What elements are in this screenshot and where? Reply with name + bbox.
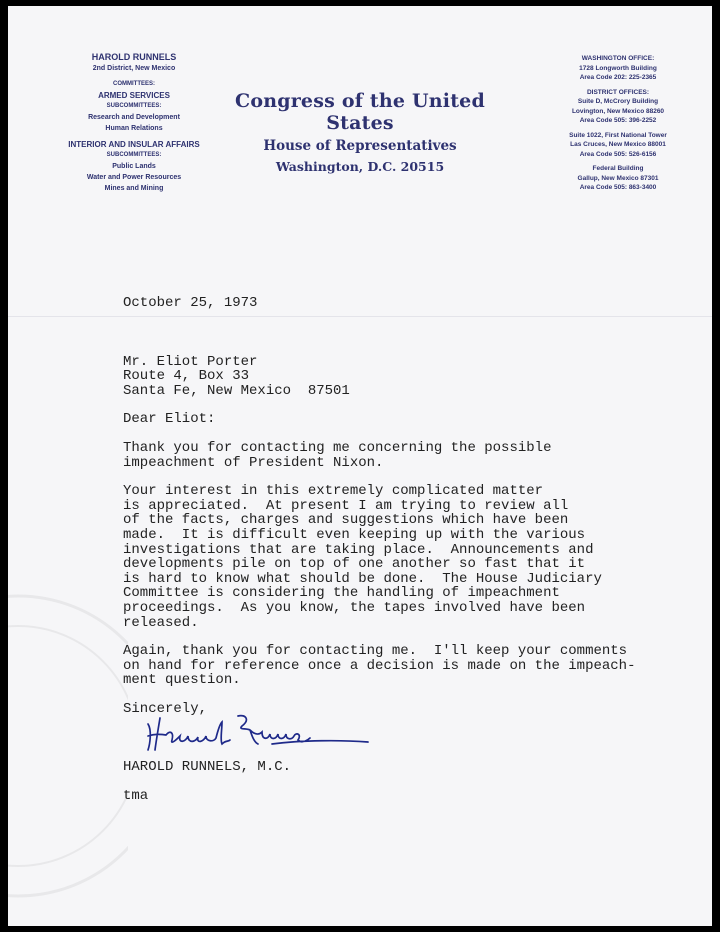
- paragraph-line: on hand for reference once a decision is made on the impeach-: [123, 657, 636, 674]
- letterhead-title: [218, 90, 502, 174]
- recipient-address: Route 4, Box 33: [123, 368, 250, 385]
- signer-name: HAROLD RUNNELS, M.C.: [123, 759, 292, 776]
- salutation: Dear Eliot:: [123, 411, 216, 428]
- paragraph-line: ment question.: [123, 672, 241, 689]
- office-label: DISTRICT OFFICES:: [586, 88, 650, 96]
- paragraph-line: is hard to know what should be done. The House Judiciary: [123, 570, 602, 587]
- closing: Sincerely,: [123, 700, 208, 717]
- paragraph-line: Thank you for contacting me concerning the possible: [123, 439, 552, 456]
- office-label: WASHINGTON OFFICE:: [581, 55, 655, 62]
- subcommittee: Research and Development: [88, 114, 180, 121]
- member-district: 2nd District, New Mexico: [92, 65, 176, 72]
- paragraph-line: Again, thank you for contacting me. I'll keep your comments: [123, 643, 628, 660]
- letter-page: [8, 6, 712, 926]
- paragraph-line: made. It is difficult even keeping up with the various: [123, 526, 586, 543]
- office-line: Area Code 505: 863-3400: [579, 184, 657, 191]
- congress-title: Congress of the United States: [235, 90, 485, 134]
- office-line: Lovington, New Mexico 88260: [571, 107, 665, 115]
- paragraph-line: of the facts, charges and suggestions which have been: [123, 512, 569, 529]
- recipient-city: Santa Fe, New Mexico 87501: [123, 382, 350, 399]
- office-line: Federal Building: [592, 165, 644, 172]
- office-line: Area Code 505: 396-2252: [579, 117, 657, 124]
- committees-label: COMMITTEES:: [113, 81, 155, 87]
- recipient-name: Mr. Eliot Porter: [123, 353, 258, 370]
- subcommittees-label: SUBCOMMITTEES:: [106, 103, 162, 109]
- paragraph-line: Committee is considering the handling of impeachment: [123, 585, 560, 602]
- office-line: Suite 1022, First National Tower: [569, 131, 667, 139]
- paragraph-line: released.: [123, 614, 199, 631]
- paragraph-line: developments pile on top of one another so fast that it: [123, 556, 586, 573]
- office-line: Area Code 505: 526-6156: [579, 150, 657, 158]
- typist-initials: tma: [123, 788, 149, 805]
- office-line: Gallup, New Mexico 87301: [577, 174, 659, 182]
- paragraph-line: impeachment of President Nixon.: [123, 454, 384, 471]
- committee-interior: INTERIOR AND INSULAR AFFAIRS: [68, 140, 200, 149]
- subcommittee: Public Lands: [112, 163, 156, 170]
- paragraph-line: is appreciated. At present I am trying to review all: [123, 497, 569, 514]
- paragraph-line: investigations that are taking place. Announcements and: [123, 541, 594, 558]
- watermark-seal-icon: [8, 586, 128, 906]
- subcommittee: Water and Power Resources: [86, 174, 182, 181]
- paragraph-line: Your interest in this extremely complicated matter: [123, 483, 544, 500]
- office-info: [528, 54, 708, 193]
- committee-armed-services: ARMED SERVICES: [98, 91, 170, 100]
- house-title: House of Representatives: [263, 138, 457, 154]
- office-line: 1728 Longworth Building: [579, 64, 657, 72]
- office-line: Area Code 202: 225-2365: [579, 74, 657, 81]
- paragraph-line: proceedings. As you know, the tapes involved have been: [123, 599, 586, 616]
- washington-address: Washington, D.C. 20515: [275, 159, 445, 174]
- subcommittee: Human Relations: [105, 125, 163, 132]
- handwritten-signature-icon: [142, 710, 374, 754]
- letter-date: October 25, 1973: [123, 295, 258, 311]
- office-line: Suite D, McCrory Building: [577, 98, 659, 105]
- office-line: Las Cruces, New Mexico 88001: [570, 141, 666, 148]
- subcommittee: Mines and Mining: [104, 185, 164, 192]
- subcommittees-label: SUBCOMMITTEES:: [106, 152, 162, 158]
- member-name: HAROLD RUNNELS: [91, 52, 177, 62]
